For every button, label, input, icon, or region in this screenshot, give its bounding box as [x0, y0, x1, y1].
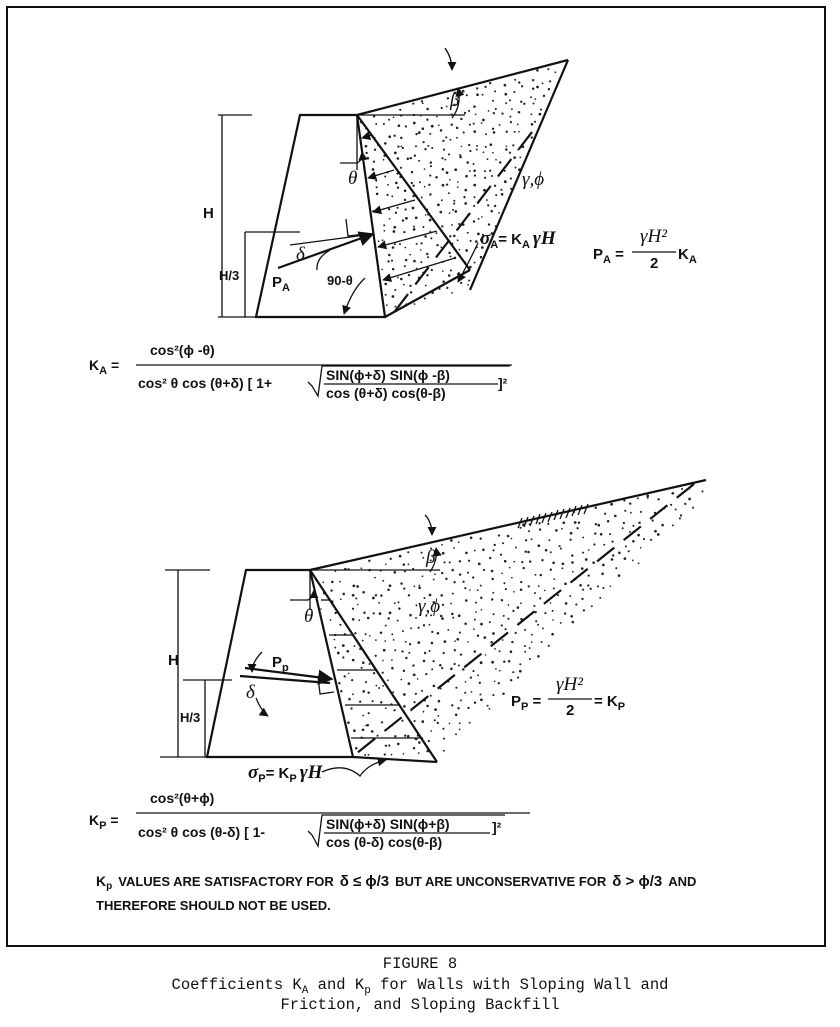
note-line-1: $K_p$ VALUES ARE SATISFACTORY FOR δ ≤ ϕ/3 BUT ARE UNCONSERVATIVE FOR δ > ϕ/3 AND — [96, 873, 697, 892]
lower-backfill-stipple — [320, 487, 703, 756]
ka-numerator: cos²(ϕ -θ) — [150, 342, 215, 358]
svg-text:KP =: $K_P$ = — [89, 812, 119, 832]
svg-text:2: 2 — [650, 255, 659, 272]
upper-failure-plane — [392, 132, 532, 315]
upper-angle-label: 90-θ — [327, 273, 353, 288]
upper-beta-label: β — [450, 90, 460, 111]
svg-text:γH²: γH² — [556, 674, 583, 695]
ka-inner-numerator: SIN(ϕ+δ) SIN(ϕ -β) — [326, 367, 450, 383]
lower-gamma-phi-label: γ,ϕ — [418, 596, 441, 617]
lower-diagram — [160, 480, 706, 785]
caption-line-2: Friction, and Sloping Backfill — [280, 996, 560, 1014]
lower-Pp-label: $P_p$ — [272, 654, 289, 674]
kp-inner-denominator: cos (θ-δ) cos(θ-β) — [326, 834, 443, 850]
upper-PA-arrow — [278, 234, 373, 268]
lower-H3-label: H/3 — [180, 710, 201, 725]
lower-sigma-leader — [322, 760, 386, 776]
svg-text:= KP: = $K_P$ — [594, 693, 626, 713]
upper-theta-arc — [340, 152, 362, 163]
caption-figure-number: FIGURE 8 — [382, 955, 458, 973]
upper-sigma-label: $\sigma_A= K_A$ γH — [480, 228, 556, 251]
upper-gamma-phi-label: γ,ϕ — [522, 169, 545, 190]
ka-denominator-prefix: cos² θ cos (θ+δ) [ 1+ — [138, 375, 273, 391]
lower-backfill-surface — [310, 480, 706, 570]
lower-H-label: H — [168, 652, 179, 669]
svg-text:PP =: $P_P$ = — [511, 693, 542, 713]
svg-text:γH²: γH² — [640, 226, 667, 247]
lower-Pp-formula — [511, 674, 625, 719]
upper-diagram — [203, 48, 697, 317]
svg-text:PA =: $P_A$ = — [593, 246, 624, 266]
figure-frame — [7, 7, 825, 946]
lower-sigma-label: $\sigma_P= K_P$ γH — [248, 762, 323, 785]
ka-denominator-suffix: ]² — [498, 375, 508, 391]
note — [96, 873, 696, 913]
svg-text:KA: $K_A$ — [678, 246, 697, 266]
ka-inner-denominator: cos (θ+δ) cos(θ-β) — [326, 385, 446, 401]
upper-PA-label: $P_A$ — [272, 274, 290, 294]
lower-beta-label: β — [426, 547, 436, 568]
svg-text:KA =: $K_A$ = — [89, 357, 120, 377]
upper-wedge-line — [357, 115, 470, 270]
upper-PA-formula — [593, 226, 697, 272]
kp-denominator-suffix: ]² — [492, 819, 502, 835]
kp-denominator-prefix: cos² θ cos (θ-δ) [ 1- — [138, 824, 266, 840]
lower-base — [353, 757, 437, 762]
kp-inner-numerator: SIN(ϕ+δ) SIN(ϕ+β) — [326, 816, 450, 832]
upper-H3-label: H/3 — [219, 268, 240, 283]
upper-delta-label: δ — [296, 244, 305, 265]
upper-H-label: H — [203, 205, 214, 222]
lower-theta-label: θ — [304, 606, 314, 627]
caption-line-1: Coefficients $K_A$ and $K_p$ for Walls with Sloping Wall and — [171, 976, 669, 997]
upper-theta-label: θ — [348, 168, 358, 189]
upper-soil-boundary — [470, 60, 568, 290]
kp-formula — [89, 790, 530, 850]
svg-text:2: 2 — [566, 702, 575, 719]
lower-surface-hatch — [518, 504, 588, 528]
note-line-2: THEREFORE SHOULD NOT BE USED. — [96, 898, 331, 913]
ka-formula — [89, 342, 512, 401]
caption — [172, 955, 669, 1014]
lower-delta-label: δ — [246, 682, 255, 703]
kp-numerator: cos²(θ+ϕ) — [150, 790, 215, 806]
